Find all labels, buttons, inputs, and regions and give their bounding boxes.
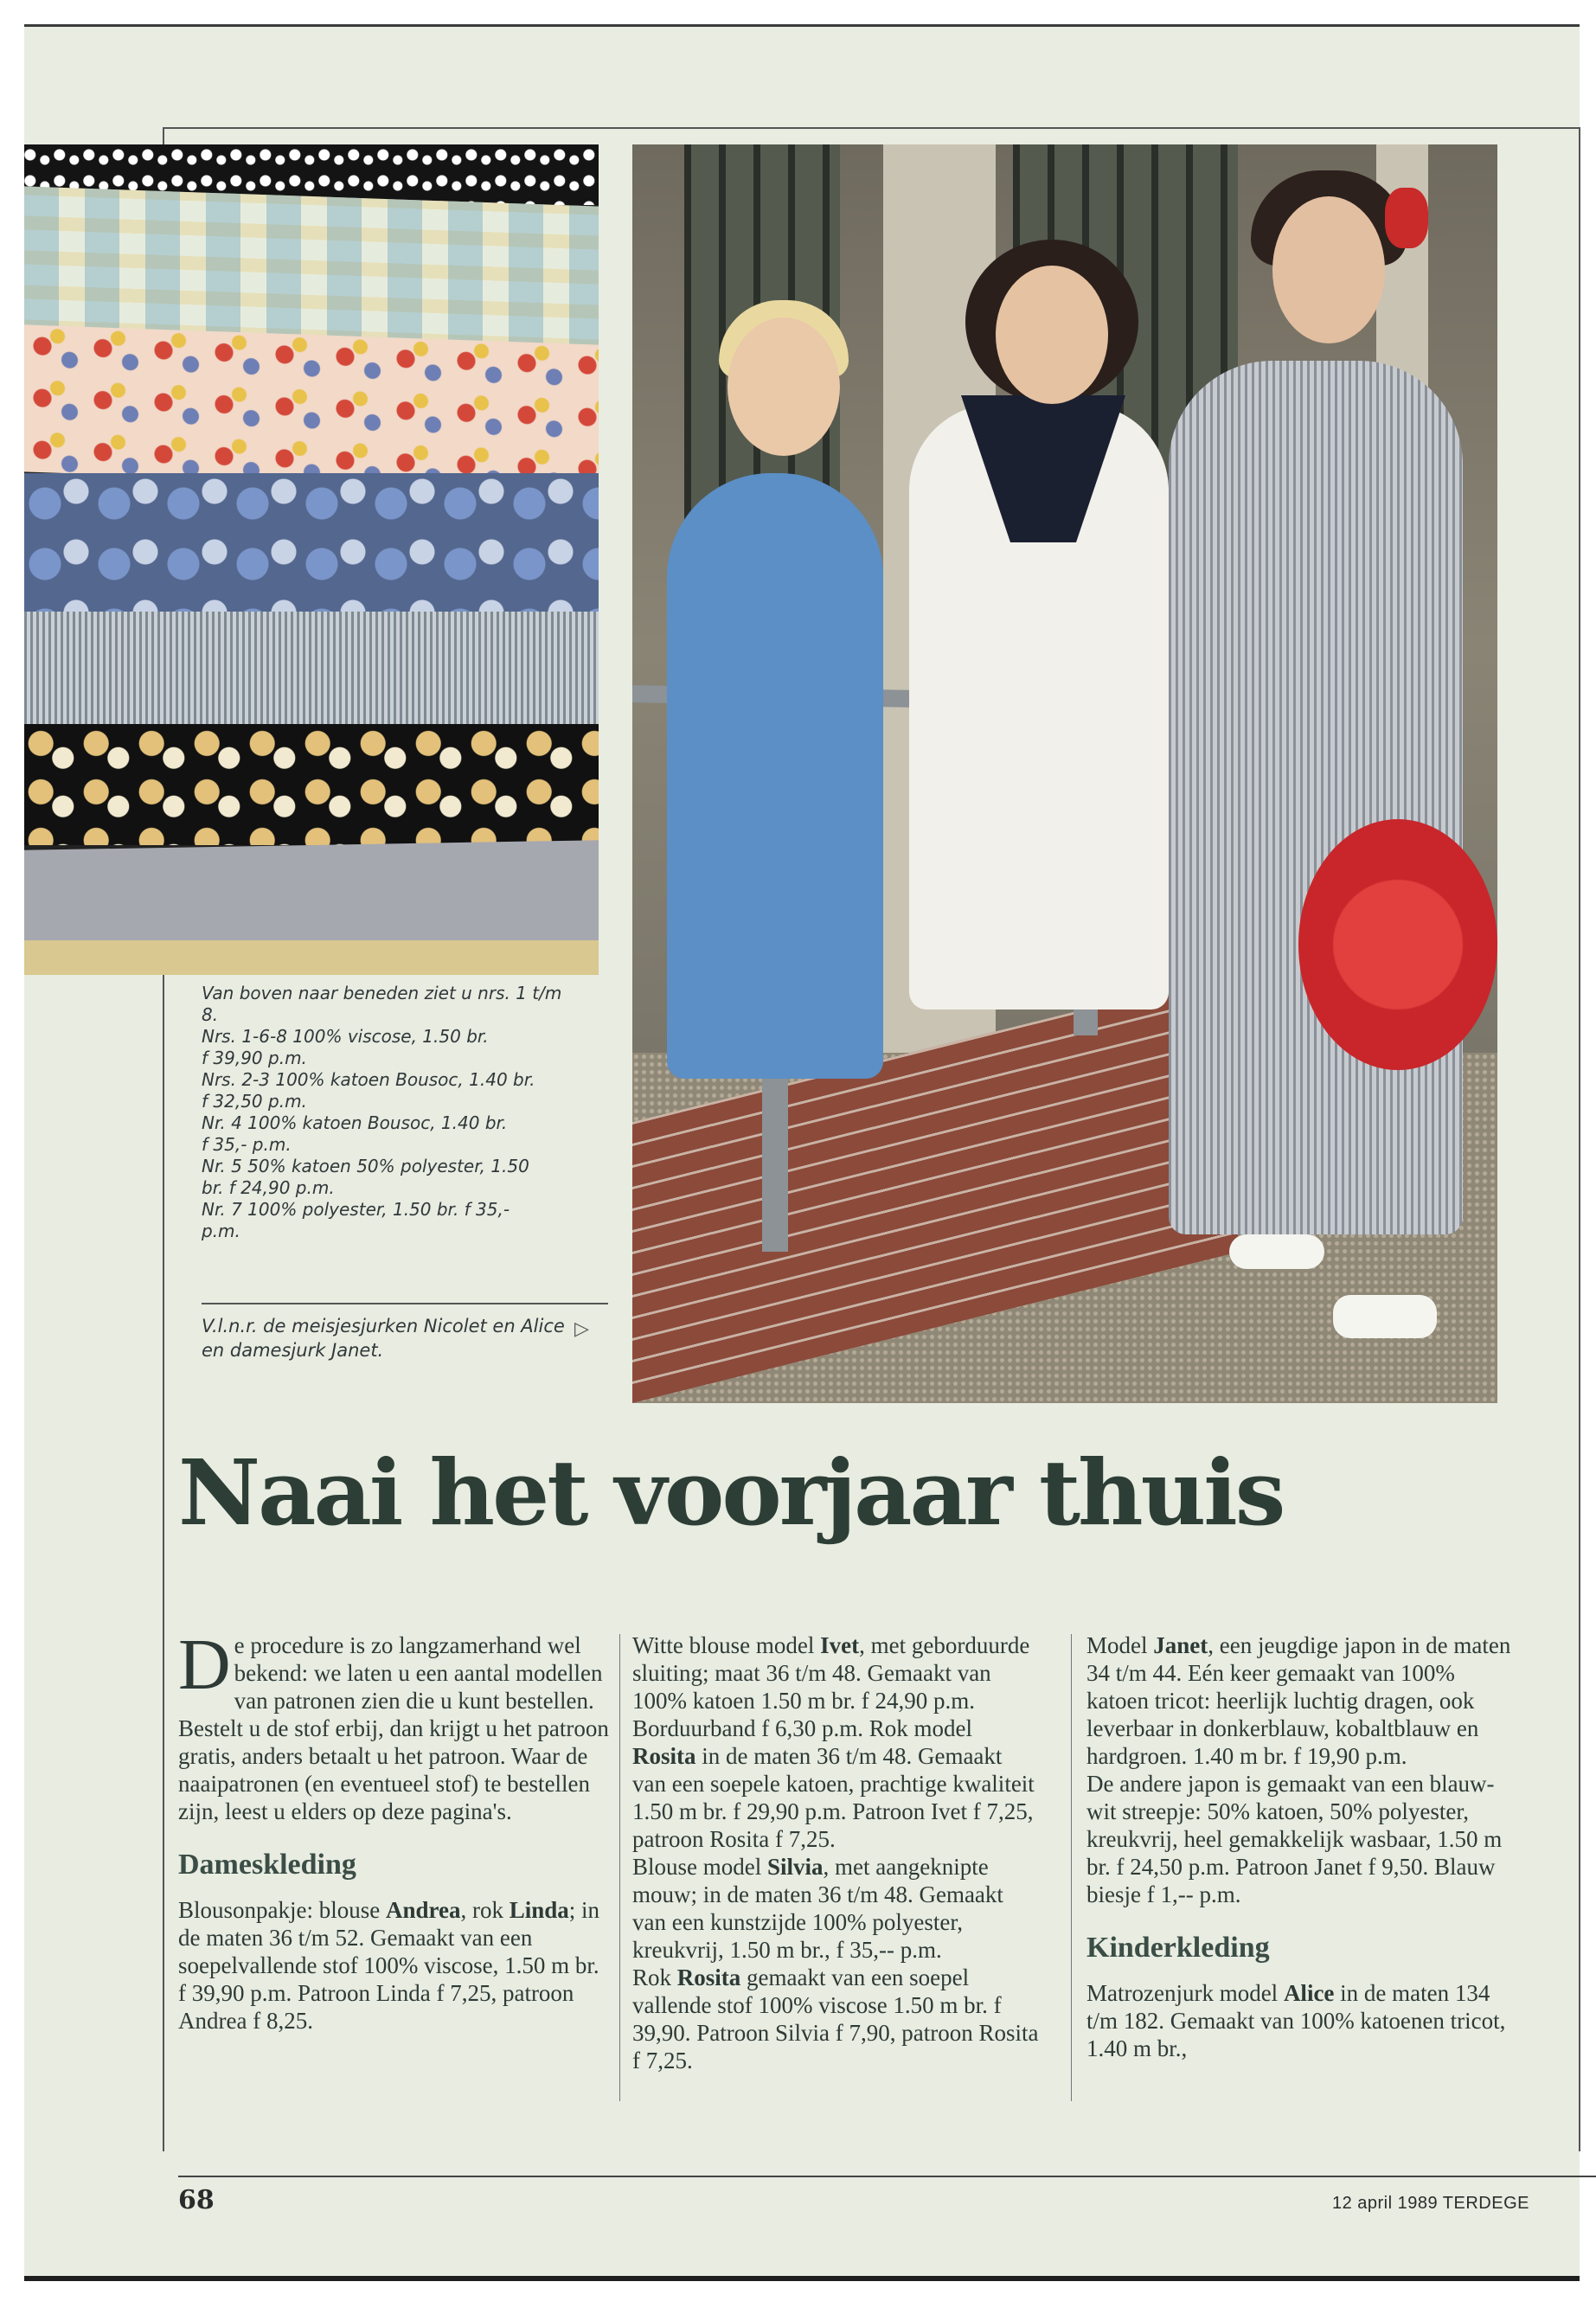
white-shoe-right bbox=[1333, 1295, 1437, 1338]
paragraph bbox=[632, 1631, 1039, 1853]
red-hat bbox=[1298, 819, 1497, 1070]
text-run: gemaakt van een soepel vallende stof 100% viscose 1.50 m br. f 39,90. Patroon Silvia f 7,90, patroon Rosita f 7,25. bbox=[632, 1965, 1039, 2073]
model-name: Linda bbox=[509, 1897, 569, 1923]
paragraph bbox=[632, 1853, 1039, 1964]
article-column-2 bbox=[632, 1631, 1039, 2074]
article-column-1 bbox=[178, 1625, 611, 2035]
text-run: in de maten 134 t/m 182. Gemaakt van 100% katoenen tricot, 1.40 m br., bbox=[1086, 1980, 1506, 2061]
drop-cap: D bbox=[178, 1625, 231, 1705]
red-hair-bow bbox=[1385, 188, 1428, 248]
paragraph bbox=[178, 1896, 611, 2035]
girl-1-face bbox=[727, 317, 840, 456]
girl-1-blue-dress bbox=[667, 473, 883, 1079]
swatch-4 bbox=[24, 473, 599, 612]
swatch-6 bbox=[24, 724, 599, 845]
section-heading-dameskleding: Dameskleding bbox=[178, 1849, 356, 1881]
caption-line: Van boven naar beneden ziet u nrs. 1 t/m 8. bbox=[202, 983, 562, 1025]
caption-line: Nr. 4 100% katoen Bousoc, 1.40 br. f 35,- p.m. bbox=[202, 1112, 508, 1155]
text-run: , een jeugdige japon in de maten 34 t/m 44. Eén keer gemaakt van 100% katoen tricot: heerlijk luchtig dragen, ook leverbaar in donkerblauw, kobaltblauw en hardgroen. 1.40 m br. f 19,90 p.m. bbox=[1086, 1632, 1511, 1769]
caption-line: Nrs. 2-3 100% katoen Bousoc, 1.40 br. f 32,50 p.m. bbox=[202, 1069, 535, 1112]
models-photo bbox=[632, 144, 1497, 1403]
model-name: Rosita bbox=[676, 1965, 741, 1990]
text-run: , met aangeknipte mouw; in de maten 36 t/m 48. Gemaakt van een kunstzijde 100% polyester, kreukvrij, 1.50 m br., f 35,-- p.m. bbox=[632, 1854, 1003, 1963]
arrow-right-icon: ▷ bbox=[574, 1317, 589, 1339]
text-run: , met geborduurde sluiting; maat 36 t/m 48. Gemaakt van 100% katoen 1.50 m br. f 24,90 p.m. Borduurband f 6,30 p.m. Rok model bbox=[632, 1632, 1030, 1741]
footer-rule bbox=[178, 2176, 1596, 2177]
publication-date: 12 april 1989 TERDEGE bbox=[1331, 2194, 1529, 2213]
paragraph bbox=[1086, 1631, 1519, 1770]
text-run: Matrozenjurk model bbox=[1086, 1980, 1284, 2006]
model-name: Rosita bbox=[632, 1743, 696, 1769]
column-divider bbox=[1071, 1634, 1072, 2101]
girl-2-face bbox=[996, 266, 1108, 404]
column-divider bbox=[619, 1634, 620, 2101]
text-run: Model bbox=[1086, 1632, 1154, 1658]
text-run: Witte blouse model bbox=[632, 1632, 821, 1658]
white-shoe-left bbox=[1229, 1234, 1324, 1269]
text-run: Blouse model bbox=[632, 1854, 767, 1880]
paragraph: De andere japon is gemaakt van een blauw-wit streepje: 50% katoen, 50% polyester, kreukvrij, heel gemakkelijk wasbaar, 1.50 m br. f 24,50 p.m. Patroon Janet f 9,50. Blauw biesje f 1,-- p.m. bbox=[1086, 1771, 1503, 1907]
model-name: Janet bbox=[1153, 1632, 1208, 1658]
model-name: Alice bbox=[1283, 1980, 1335, 2006]
woman-striped-dress bbox=[1169, 361, 1463, 1234]
text-run: , rok bbox=[460, 1897, 510, 1923]
text-run: Blousonpakje: blouse bbox=[178, 1897, 386, 1923]
caption-line: Nr. 7 100% polyester, 1.50 br. f 35,- p.m. bbox=[202, 1199, 510, 1241]
model-name: Andrea bbox=[385, 1897, 461, 1923]
frame-rule-top bbox=[163, 127, 1580, 129]
swatch-7 bbox=[24, 840, 599, 954]
model-name: Ivet bbox=[820, 1632, 860, 1658]
section-heading-kinderkleding: Kinderkleding bbox=[1086, 1932, 1270, 1964]
swatch-caption bbox=[202, 983, 608, 1242]
model-name: Silvia bbox=[767, 1854, 824, 1880]
swatch-3 bbox=[24, 324, 599, 491]
caption-line: Nrs. 1-6-8 100% viscose, 1.50 br. f 39,90 p.m. bbox=[202, 1026, 489, 1068]
caption-line: Nr. 5 50% katoen 50% polyester, 1.50 br. f 24,90 p.m. bbox=[202, 1156, 529, 1198]
magazine-page bbox=[24, 24, 1580, 2281]
frame-rule-right bbox=[1579, 127, 1580, 2151]
paragraph bbox=[1086, 1979, 1519, 2062]
article-headline: Naai het voorjaar thuis bbox=[178, 1439, 1284, 1546]
swatch-5 bbox=[24, 612, 599, 724]
article-column-3 bbox=[1086, 1631, 1519, 2062]
paragraph bbox=[632, 1964, 1039, 2074]
caption-rule bbox=[202, 1303, 608, 1304]
page-number: 68 bbox=[178, 2185, 215, 2215]
fabric-swatches-image bbox=[24, 144, 599, 975]
text-run: Rok bbox=[632, 1965, 677, 1990]
swatch-8 bbox=[24, 940, 599, 975]
intro-paragraph: e procedure is zo langzamerhand wel bekend: we laten u een aantal modellen van patronen zien die u kunt bestellen. Bestelt u de stof erbij, dan krijgt u het patroon gratis, anders betaalt u het patroon. Waar de naaipatronen (en eventueel stof) te bestellen zijn, leest u elders op deze pagina's. bbox=[178, 1632, 609, 1824]
text-run: in de maten 36 t/m 48. Gemaakt van een soepele katoen, prachtige kwaliteit 1.50 m br. f 29,90 p.m. Patroon Ivet f 7,25, patroon Rosita f 7,25. bbox=[632, 1743, 1035, 1852]
woman-face bbox=[1272, 196, 1385, 343]
text-run: ; in de maten 36 t/m 52. Gemaakt van een soepelvallende stof 100% viscose, 1.50 m br. f 39,90 p.m. Patroon Linda f 7,25, patroon Andrea f 8,25. bbox=[178, 1897, 600, 2034]
photo-caption: V.l.n.r. de meisjesjurken Nicolet en Alice en damesjurk Janet. bbox=[202, 1316, 565, 1361]
